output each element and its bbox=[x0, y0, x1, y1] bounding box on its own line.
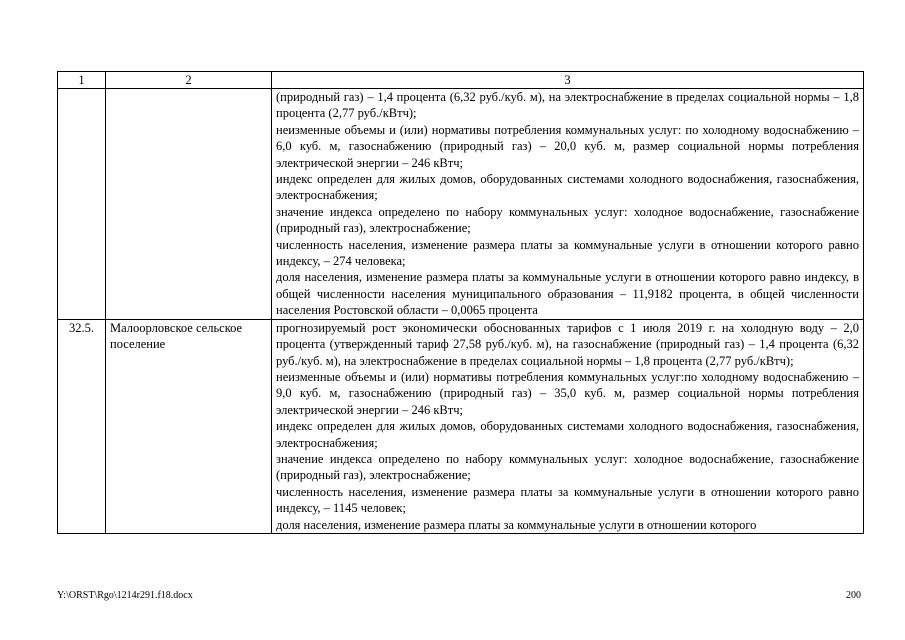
row-description bbox=[272, 319, 864, 533]
paragraph: доля населения, изменение размера платы за коммунальные услуги в отношении которого равно индексу, в общей численности населения муниципального образования – 11,9182 процента, в общей численности населения Ростовской области – 0,0065 процента bbox=[276, 270, 859, 318]
settlement-name: Малоорловское сельское поселение bbox=[106, 319, 272, 533]
row-number bbox=[58, 89, 106, 320]
paragraph: значение индекса определено по набору коммунальных услуг: холодное водоснабжение, газоснабжение (природный газ), электроснабжение; bbox=[276, 451, 859, 483]
header-col-3: 3 bbox=[272, 72, 864, 89]
paragraph: численность населения, изменение размера платы за коммунальные услуги в отношении которого равно индексу, – 1145 человек; bbox=[276, 484, 859, 516]
paragraph: неизменные объемы и (или) нормативы потребления коммунальных услуг:по холодному водоснабжению – 9,0 куб. м, газоснабжению (природный газ) – 35,0 куб. м, размер социальной нормы потребления электрической энергии – 246 кВтч; bbox=[276, 369, 859, 417]
paragraph: значение индекса определено по набору коммунальных услуг: холодное водоснабжение, газоснабжение (природный газ), электроснабжение; bbox=[276, 204, 859, 236]
table-row bbox=[58, 319, 864, 533]
paragraph: прогнозируемый рост экономически обоснованных тарифов с 1 июля 2019 г. на холодную воду – 2,0 процента (утвержденный тариф 27,58 руб./куб. м), на газоснабжение (природный газ) – 1,4 процента (6,32 руб./куб. м), на электроснабжение в пределах социальной нормы – 1,8 процента (2,77 руб./кВтч); bbox=[276, 320, 859, 368]
footer-file-path: Y:\ORST\Rgo\1214r291.f18.docx bbox=[57, 590, 193, 601]
tariff-index-table bbox=[57, 71, 864, 534]
header-col-2: 2 bbox=[106, 72, 272, 89]
header-col-1: 1 bbox=[58, 72, 106, 89]
paragraph: численность населения, изменение размера платы за коммунальные услуги в отношении которого равно индексу, – 274 человека; bbox=[276, 237, 859, 269]
paragraph: неизменные объемы и (или) нормативы потребления коммунальных услуг: по холодному водоснабжению – 6,0 куб. м, газоснабжению (природный газ) – 20,0 куб. м, размер социальной нормы потребления электрической энергии – 246 кВтч; bbox=[276, 122, 859, 170]
table-row bbox=[58, 89, 864, 320]
page-number: 200 bbox=[846, 590, 861, 601]
paragraph: индекс определен для жилых домов, оборудованных системами холодного водоснабжения, газоснабжения, электроснабжения; bbox=[276, 419, 859, 450]
row-number: 32.5. bbox=[58, 319, 106, 533]
paragraph: доля населения, изменение размера платы за коммунальные услуги в отношении которого bbox=[276, 517, 757, 532]
table-header-row bbox=[58, 72, 864, 89]
settlement-name bbox=[106, 89, 272, 320]
row-description bbox=[272, 89, 864, 320]
paragraph: индекс определен для жилых домов, оборудованных системами холодного водоснабжения, газоснабжения, электроснабжения; bbox=[276, 172, 859, 203]
paragraph: (природный газ) – 1,4 процента (6,32 руб./куб. м), на электроснабжение в пределах социальной нормы – 1,8 процента (2,77 руб./кВтч); bbox=[276, 90, 859, 121]
